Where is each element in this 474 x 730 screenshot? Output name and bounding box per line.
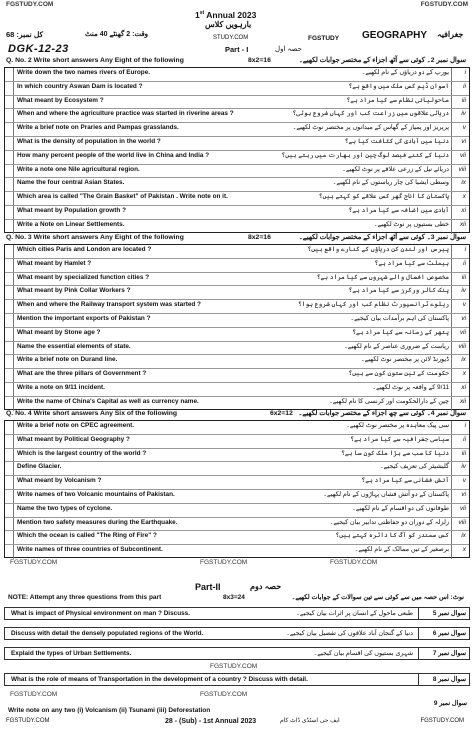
column-divider [451, 165, 452, 178]
question-text: What is the density of population in the world ? [17, 138, 161, 145]
question-text: Write down the two names rivers of Europe. [17, 69, 151, 76]
header-code: STUDY.COM [213, 35, 249, 41]
question-text: Write a brief note on Durand line. [17, 356, 118, 364]
question-urdu: آتش فشانی سے کیا مراد ہے؟ [361, 477, 449, 485]
part-two-note: NOTE: Attempt any three questions from this part [8, 594, 162, 601]
column-divider [13, 137, 14, 150]
question-number: ii [463, 82, 466, 90]
question-row [5, 314, 469, 328]
column-divider [13, 328, 14, 341]
question-urdu: ریلوے ٹرانسپورٹ نظام کب اور کہاں شروع ہوا؟ [298, 301, 449, 309]
question-number: i [464, 422, 466, 429]
column-divider [451, 531, 452, 544]
column-divider [13, 151, 14, 164]
long-question [4, 647, 470, 660]
question-row [5, 328, 469, 342]
column-divider [451, 192, 452, 205]
question-row [5, 462, 469, 476]
question-row [5, 476, 469, 490]
question-text: Which is the largest country of the world ? [17, 449, 147, 457]
question-row [5, 490, 469, 504]
column-divider [451, 397, 452, 411]
question-row [5, 206, 469, 220]
question-number: viii [458, 518, 466, 526]
column-divider [13, 383, 14, 396]
part-two-marks: 8x3=24 [223, 594, 245, 601]
column-divider [13, 397, 14, 411]
question-text: What meant by Hamlet ? [17, 259, 92, 267]
column-divider [451, 109, 452, 122]
question-row [5, 342, 469, 356]
question-urdu: یورپ کے دو دریاؤں کے نام لکھیے۔ [361, 69, 449, 76]
question-text: In which country Aswan Dam is located ? [17, 82, 143, 90]
column-divider [451, 355, 452, 368]
part-two-label: Part-II [195, 582, 221, 592]
long-question-number: سوال نمبر 9 [433, 700, 467, 707]
question-urdu: دنیا میں آبادی کی کثافت کیا ہے؟ [344, 138, 449, 145]
column-divider [451, 435, 452, 448]
question-urdu: ماحولیاتی نظام سے کیا مراد ہے؟ [346, 96, 449, 104]
question-row [5, 192, 469, 206]
question-urdu: دریائے نیل کے زرعی علاقے پر نوٹ لکھیے۔ [342, 165, 449, 173]
question-urdu: پاکستان کی اہم برآمدات بیان کیجیے۔ [350, 315, 449, 322]
column-divider [13, 259, 14, 272]
question-number: i [464, 246, 466, 253]
column-divider [451, 137, 452, 150]
question-text: Mention the important exports of Pakistan ? [17, 315, 151, 322]
part-two-urdu: حصہ دوم [250, 582, 282, 591]
column-divider [13, 206, 14, 219]
question-urdu: اسوان ڈیم کس ملک میں واقع ہے؟ [348, 82, 449, 90]
footer-paper-code: 28 - (Sub) - 1st Annual 2023 [165, 718, 257, 725]
watermark-inline: FGSTUDY.COM [200, 691, 248, 698]
q3-heading-urdu: سوال نمبر 3۔ کوئی سے آٹھ اجزاء کے مختصر جوابات لکھیے۔ [298, 234, 466, 241]
time-allowed: وقت: 2 گھنٹے 40 منٹ [85, 31, 149, 38]
part-one-label: Part - I [225, 45, 249, 54]
question-urdu: طوفانوں کی دو اقسام کے نام لکھیے۔ [352, 504, 449, 512]
column-divider [418, 648, 419, 659]
question-text: What meant by Pink Collar Workers ? [17, 287, 131, 295]
q4-heading: Q. No. 4 Write short answers Any Six of the following [6, 410, 178, 417]
question-row [5, 355, 469, 369]
question-urdu: پریریز اور پمپاز کے گھاس کے میدانوں پر مختصر نوٹ لکھیے۔ [292, 124, 449, 132]
long-question-number: سوال نمبر 7 [432, 650, 466, 657]
question-row [5, 259, 469, 273]
column-divider [13, 245, 14, 258]
question-number: vi [461, 491, 466, 498]
question-number: iii [461, 273, 466, 281]
question-number: vii [459, 504, 466, 512]
long-question [4, 607, 470, 620]
question-number: iii [461, 449, 466, 457]
column-divider [451, 82, 452, 95]
column-divider [418, 674, 419, 685]
column-divider [451, 68, 452, 81]
question-urdu: چین کے دارالحکومت اور کرنسی کا نام لکھیے۔ [329, 397, 449, 405]
question-row [5, 531, 469, 545]
column-divider [13, 435, 14, 448]
question-urdu: پاکستان کا اناج گھر کس علاقے کو کہتے ہیں؟ [318, 193, 449, 201]
watermark-inline: FGSTUDY.COM [10, 559, 58, 566]
column-divider [451, 286, 452, 299]
part-one-urdu: حصہ اول [275, 46, 302, 53]
column-divider [451, 259, 452, 272]
question-number: xii [459, 220, 466, 228]
column-divider [451, 504, 452, 517]
question-row [5, 123, 469, 137]
question-urdu: کس سمندر کو آگ کا دائرہ کہتے ہیں؟ [335, 532, 449, 540]
column-divider [13, 220, 14, 234]
question-text: Write a brief note on Praries and Pampas grasslands. [17, 124, 179, 132]
column-divider [451, 518, 452, 531]
long-question-urdu: دنیا کے گنجان آباد علاقوں کی تفصیل بیان کیجیے۔ [286, 630, 413, 637]
q2-question-table [4, 67, 470, 233]
footer-watermark-urdu: ایف جی اسٹڈی ڈاٹ کام [280, 718, 340, 724]
q3-question-table [4, 244, 470, 410]
question-row [5, 245, 469, 259]
column-divider [451, 206, 452, 219]
long-question [4, 673, 470, 686]
question-urdu: ریاست کے ضروری عناصر کے نام لکھیے۔ [344, 342, 449, 350]
question-row [5, 96, 469, 110]
question-text: Write names of two Volcanic mountains of Pakistan. [17, 491, 175, 498]
subject-title: GEOGRAPHY [362, 30, 428, 41]
footer-watermark-right: FGSTUDY.COM [420, 718, 464, 724]
question-row [5, 383, 469, 397]
question-row [5, 369, 469, 383]
column-divider [13, 462, 14, 475]
question-urdu: خطی بستیوں پر نوٹ لکھیے۔ [373, 220, 449, 228]
question-row [5, 504, 469, 518]
question-row [5, 109, 469, 123]
question-urdu: حکومت کے تین ستون کون سے ہیں؟ [348, 370, 449, 378]
question-number: x [462, 546, 466, 554]
column-divider [13, 342, 14, 355]
question-urdu: برصغیر کے تین ممالک کے نام لکھیے۔ [354, 546, 449, 554]
question-urdu: گلیشیئر کی تعریف کیجیے۔ [379, 463, 449, 471]
question-number: ix [461, 179, 466, 187]
question-number: vi [461, 138, 466, 145]
long-question-urdu: طبعی ماحول کے انسان پر اثرات بیان کیجیے۔ [296, 610, 413, 617]
question-row [5, 151, 469, 165]
question-urdu: دنیا کا سب سے بڑا ملک کون سا ہے؟ [341, 449, 449, 457]
column-divider [13, 109, 14, 122]
column-divider [418, 628, 419, 639]
subject-title-urdu: جغرافیہ [437, 30, 464, 39]
column-divider [13, 300, 14, 313]
question-text: Which the ocean is called "The Ring of Fire" ? [17, 532, 157, 540]
column-divider [451, 300, 452, 313]
question-urdu: مخصوص افعال والے شہروں سے کیا مراد ہے؟ [316, 273, 449, 281]
column-divider [13, 178, 14, 191]
question-row [5, 68, 469, 82]
question-text: What are the three pillars of Government ? [17, 370, 147, 378]
question-urdu: پنک کالر ورکرز سے کیا مراد ہے؟ [348, 287, 449, 295]
column-divider [13, 314, 14, 327]
column-divider [451, 342, 452, 355]
question-number: xii [459, 397, 466, 405]
question-number: x [462, 193, 466, 201]
column-divider [451, 545, 452, 559]
watermark-inline: FGSTUDY.COM [210, 663, 258, 670]
question-text: What meant by Ecosystem ? [17, 96, 104, 104]
question-text: Name the essential elements of state. [17, 342, 131, 350]
column-divider [451, 476, 452, 489]
question-urdu: دریائی علاقوں میں زراعت کب اور کہاں شروع ہوئی؟ [292, 110, 449, 118]
column-divider [451, 421, 452, 434]
column-divider [13, 123, 14, 136]
question-text: What meant by Stone age ? [17, 328, 101, 336]
column-divider [13, 531, 14, 544]
question-urdu: وسطی ایشیا کی چار ریاستوں کے نام لکھیے۔ [332, 179, 449, 187]
question-number: iv [461, 287, 466, 295]
watermark-inline: FGSTUDY.COM [10, 691, 58, 698]
question-row [5, 178, 469, 192]
column-divider [13, 96, 14, 109]
question-text: Define Glacier. [17, 463, 62, 471]
footer-watermark-left: FGSTUDY.COM [6, 718, 50, 724]
question-row [5, 82, 469, 96]
question-urdu: 9/11 کے واقعہ پر نوٹ لکھیے۔ [372, 384, 449, 391]
q3-marks: 8x2=16 [248, 234, 271, 241]
question-text: How many percent people of the world live in China and India ? [17, 151, 210, 159]
question-number: iv [461, 463, 466, 471]
watermark-fgstudy: FGSTUDY [308, 35, 340, 42]
watermark-inline: FGSTUDY.COM [330, 559, 378, 566]
column-divider [13, 545, 14, 559]
column-divider [13, 355, 14, 368]
column-divider [451, 383, 452, 396]
long-question-urdu: شہری بستیوں کی اقسام بیان کیجیے۔ [313, 650, 413, 657]
q2-heading-urdu: سوال نمبر 2۔ کوئی سے آٹھ اجزاء کے مختصر جوابات لکھیے۔ [298, 57, 466, 64]
question-number: vii [459, 151, 466, 159]
question-text: Write a brief note on CPEC agreement. [17, 422, 135, 429]
question-row [5, 435, 469, 449]
column-divider [13, 286, 14, 299]
column-divider [451, 314, 452, 327]
long-question-number: سوال نمبر 5 [432, 610, 466, 617]
column-divider [451, 96, 452, 109]
question-number: ii [463, 259, 466, 267]
question-row [5, 518, 469, 532]
column-divider [13, 82, 14, 95]
q4-heading-urdu: سوال نمبر 4۔ کوئی سے چھ اجزاء کے مختصر جوابات لکھیے۔ [298, 410, 466, 417]
question-row [5, 220, 469, 234]
question-row [5, 165, 469, 179]
question-text: Write a note one Nile agricultural region. [17, 165, 140, 173]
column-divider [451, 178, 452, 191]
question-number: iv [461, 110, 466, 118]
question-text: When and where the agriculture practice was started in riverine areas ? [17, 110, 234, 118]
question-urdu: پتھر کے زمانہ سے کیا مراد ہے؟ [352, 328, 449, 336]
question-text: What meant by Volcanism ? [17, 477, 102, 485]
question-number: v [462, 477, 466, 485]
column-divider [451, 151, 452, 164]
q3-heading: Q. No. 3 Write short answers Any Eight of the following [6, 234, 184, 241]
question-text: What meant by Population growth ? [17, 207, 126, 214]
column-divider [451, 369, 452, 382]
question-row [5, 273, 469, 287]
long-question [4, 627, 470, 640]
column-divider [13, 518, 14, 531]
question-row [5, 421, 469, 435]
question-number: i [464, 69, 466, 76]
long-question-text: What is impact of Physical environment on man ? Discuss. [11, 610, 190, 617]
question-urdu: دنیا کے کتنے فیصد لوگ چین اور بھارت میں رہتے ہیں؟ [281, 151, 449, 159]
watermark-top-right: FGSTUDY.COM [420, 1, 468, 8]
column-divider [13, 476, 14, 489]
long-question-text: What is the role of means of Transportation in the development of a country ? Discuss with detail. [11, 676, 308, 683]
question-text: What meant by Political Geography ? [17, 435, 130, 443]
question-row [5, 545, 469, 559]
long-question-number: سوال نمبر 6 [432, 630, 466, 637]
column-divider [451, 449, 452, 462]
question-urdu: سیاسی جغرافیہ سے کیا مراد ہے؟ [350, 435, 449, 443]
column-divider [418, 608, 419, 619]
question-urdu: آبادی میں اضافہ سے کیا مراد ہے؟ [348, 207, 449, 214]
question-number: viii [458, 165, 466, 173]
question-text: Write names of three countries of Subcontinent. [17, 546, 163, 554]
handwritten-code: DGK-12-23 [8, 43, 69, 55]
question-number: ix [461, 356, 466, 364]
column-divider [13, 449, 14, 462]
question-number: ii [463, 435, 466, 443]
q2-marks: 8x2=16 [248, 57, 271, 64]
question-number: x [462, 370, 466, 378]
column-divider [13, 165, 14, 178]
q4-marks: 6x2=12 [270, 410, 293, 417]
annual-label: 1st Annual 2023 [195, 10, 257, 20]
question-number: vi [461, 315, 466, 322]
column-divider [451, 328, 452, 341]
question-urdu: زلزلہ کے دوران دو حفاظتی تدابیر بیان کیجیے۔ [329, 518, 449, 526]
watermark-top-left: FGSTUDY.COM [6, 1, 54, 8]
question-text: Write the name of China's Capital as well as currency name. [17, 397, 199, 405]
question-number: xi [461, 207, 466, 214]
question-row [5, 137, 469, 151]
question-number: v [462, 124, 466, 132]
column-divider [451, 123, 452, 136]
short-notes-question: Write note on any two (i) Volcanism (ii) Tsunami (iii) Deforestation [8, 707, 211, 714]
question-text: Name the two types of cyclone. [17, 504, 113, 512]
question-urdu: ڈیورنڈ لائن پر مختصر نوٹ لکھیے۔ [360, 356, 449, 364]
question-urdu: سی پیک معاہدہ پر مختصر نوٹ لکھیے۔ [346, 422, 449, 429]
question-row [5, 286, 469, 300]
class-label: بارہویں کلاس [205, 20, 252, 29]
question-row [5, 449, 469, 463]
question-number: xi [461, 384, 466, 391]
question-text: What meant by specialized function cities ? [17, 273, 150, 281]
q4-question-table [4, 420, 470, 558]
part-two-note-urdu: نوٹ: اس حصہ میں سے کوئی سے تین سوالات کے جوابات لکھیے۔ [291, 594, 464, 601]
column-divider [451, 220, 452, 234]
column-divider [13, 421, 14, 434]
q2-heading: Q. No. 2 Write short answers Any Eight of the following [6, 57, 184, 64]
column-divider [13, 504, 14, 517]
question-row [5, 397, 469, 411]
question-text: When and where the Railway transport system was started ? [17, 301, 201, 309]
question-urdu: پاکستان کے دو آتش فشاں پہاڑوں کے نام لکھیے۔ [323, 491, 449, 498]
question-urdu: ہیملٹ سے کیا مراد ہے؟ [374, 259, 449, 267]
question-text: Which cities Paris and London are located ? [17, 246, 152, 253]
question-number: v [462, 301, 466, 309]
column-divider [451, 462, 452, 475]
question-text: Which area is called "The Grain Basket" of Pakistan . Write note on it. [17, 193, 228, 201]
column-divider [13, 273, 14, 286]
column-divider [13, 369, 14, 382]
question-number: viii [458, 342, 466, 350]
column-divider [451, 245, 452, 258]
question-row [5, 300, 469, 314]
question-number: iii [461, 96, 466, 104]
question-text: Mention two safety measures during the Earthquake. [17, 518, 178, 526]
question-text: Write a note on 9/11 incident. [17, 384, 105, 391]
column-divider [13, 490, 14, 503]
question-urdu: پیرس اور لندن کن دریاؤں کے کنارے واقع ہیں؟ [307, 246, 449, 253]
question-number: ix [461, 532, 466, 540]
long-question-text: Explaid the types of Urban Settlements. [11, 650, 132, 657]
question-text: Write a Note on Linear Settlements. [17, 220, 125, 228]
watermark-inline: FGSTUDY.COM [200, 559, 248, 566]
long-question-number: سوال نمبر 8 [432, 676, 466, 683]
total-marks: کل نمبر: 68 [6, 30, 44, 39]
column-divider [451, 490, 452, 503]
column-divider [13, 68, 14, 81]
question-number: vii [459, 328, 466, 336]
column-divider [13, 192, 14, 205]
long-question-text: Discuss with detail the densely populated regions of the World. [11, 630, 204, 637]
question-text: Name the four central Asian States. [17, 179, 125, 187]
column-divider [451, 273, 452, 286]
